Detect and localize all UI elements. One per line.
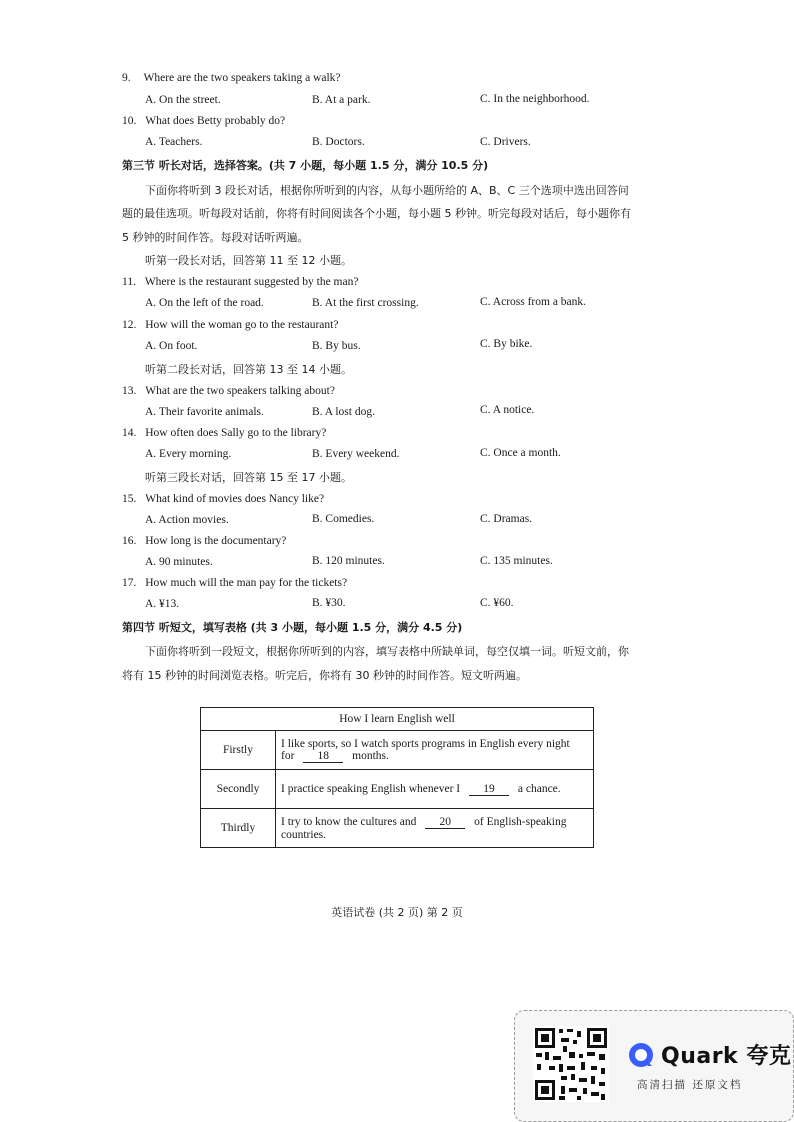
row-label-firstly: Firstly [201, 731, 276, 770]
question-number: 11. [122, 276, 136, 288]
question-text: How will the woman go to the restaurant? [145, 319, 339, 331]
option-a: A. On the left of the road. [145, 297, 264, 309]
option-b: B. Comedies. [312, 513, 375, 525]
option-b: B. At the first crossing. [312, 297, 419, 309]
question-text: How often does Sally go to the library? [145, 427, 327, 439]
question-number: 10. [122, 115, 137, 127]
option-c: C. Across from a bank. [480, 296, 587, 308]
row-label-thirdly: Thirdly [201, 809, 276, 848]
question-16 [122, 535, 286, 547]
question-text: What kind of movies does Nancy like? [145, 493, 325, 505]
option-a: A. 90 minutes. [145, 556, 213, 568]
section-3-para-line-1: 下面你将听到 3 段长对话，根据你所听到的内容，从每小题所给的 A、B、C 三个选项中选出回答问 [145, 184, 629, 197]
section-3-heading: 第三节 听长对话，选择答案。(共 7 小题，每小题 1.5 分，满分 10.5 分) [122, 159, 489, 172]
qr-code-icon [533, 1026, 609, 1102]
page-footer: 英语试卷 (共 2 页) 第 2 页 [331, 906, 463, 919]
table-row [201, 809, 594, 848]
row-text: a chance. [517, 782, 561, 795]
option-b: B. Every weekend. [312, 448, 400, 460]
instruction-15-17: 听第三段长对话，回答第 15 至 17 小题。 [145, 471, 352, 484]
table-row [201, 731, 594, 770]
option-a: A. Teachers. [145, 136, 203, 148]
option-a: A. Their favorite animals. [145, 406, 264, 418]
row-content-secondly [276, 770, 594, 809]
question-14 [122, 427, 326, 439]
option-a: A. On the street. [145, 94, 221, 106]
question-17 [122, 577, 347, 589]
quark-logo [627, 1039, 791, 1070]
option-a: A. ¥13. [145, 598, 180, 610]
row-text: I try to know the cultures and [281, 815, 417, 828]
row-content-thirdly [276, 809, 594, 848]
row-text: countries. [281, 828, 327, 841]
question-15 [122, 493, 324, 505]
option-c: C. Drivers. [480, 136, 531, 148]
question-number: 14. [122, 427, 137, 439]
question-10 [122, 115, 285, 127]
table-row [201, 770, 594, 809]
option-c: C. In the neighborhood. [480, 93, 590, 105]
row-text: of English-speaking [474, 815, 567, 828]
quark-logo-icon [627, 1041, 655, 1069]
listening-table [200, 707, 594, 848]
row-text: for [281, 749, 295, 762]
question-12 [122, 319, 338, 331]
question-9 [122, 72, 341, 84]
question-text: How long is the documentary? [145, 535, 287, 547]
section-4-para-line-1: 下面你将听到一段短文，根据你所听到的内容，填写表格中所缺单词，每空仅填一词。听短文前，你 [145, 645, 629, 658]
question-text: What does Betty probably do? [145, 115, 286, 127]
row-content-firstly [276, 731, 594, 770]
option-b: B. Doctors. [312, 136, 365, 148]
section-3-para-line-2: 题的最佳选项。听每段对话前，你将有时间阅读各个小题，每小题 5 秒钟。听完每段对话后，每小题你有 [122, 207, 631, 220]
question-13 [122, 385, 335, 397]
option-a: A. Every morning. [145, 448, 232, 460]
option-b: B. A lost dog. [312, 406, 375, 418]
option-b: B. ¥30. [312, 597, 346, 609]
question-text: What are the two speakers talking about? [145, 385, 335, 397]
row-text: months. [352, 749, 389, 762]
instruction-13-14: 听第二段长对话，回答第 13 至 14 小题。 [145, 363, 352, 376]
row-label-secondly: Secondly [201, 770, 276, 809]
option-a: A. On foot. [145, 340, 198, 352]
section-4-heading: 第四节 听短文，填写表格 (共 3 小题，每小题 1.5 分，满分 4.5 分) [122, 621, 463, 634]
instruction-11-12: 听第一段长对话，回答第 11 至 12 小题。 [145, 254, 352, 267]
option-b: B. 120 minutes. [312, 555, 385, 567]
question-number: 12. [122, 319, 137, 331]
question-11 [122, 276, 358, 288]
quark-brand: Quark 夸克 [661, 1044, 792, 1069]
option-c: C. By bike. [480, 338, 533, 350]
question-text: Where are the two speakers taking a walk? [143, 72, 341, 84]
quark-watermark [514, 1010, 794, 1122]
option-c: C. A notice. [480, 404, 535, 416]
section-4-para-line-2: 将有 15 秒钟的时间浏览表格。听完后，你将有 30 秒钟的时间作答。短文听两遍。 [122, 669, 527, 682]
table-title: How I learn English well [201, 708, 594, 731]
quark-tagline: 高清扫描 还原文档 [637, 1079, 743, 1091]
question-number: 13. [122, 385, 137, 397]
question-number: 9. [122, 72, 131, 84]
row-text: I like sports, so I watch sports programs in English every night [281, 737, 570, 750]
question-text: How much will the man pay for the tickets? [145, 577, 348, 589]
blank-20: 20 [425, 816, 465, 829]
option-a: A. Action movies. [145, 514, 229, 526]
option-c: C. Dramas. [480, 513, 533, 525]
option-c: C. ¥60. [480, 597, 514, 609]
option-b: B. By bus. [312, 340, 361, 352]
question-text: Where is the restaurant suggested by the man? [144, 276, 359, 288]
row-text: I practice speaking English whenever I [281, 782, 461, 795]
question-number: 15. [122, 493, 137, 505]
question-number: 17. [122, 577, 137, 589]
question-number: 16. [122, 535, 137, 547]
blank-19: 19 [469, 783, 509, 796]
blank-18: 18 [303, 750, 343, 763]
option-b: B. At a park. [312, 94, 371, 106]
option-c: C. Once a month. [480, 447, 561, 459]
section-3-para-line-3: 5 秒钟的时间作答。每段对话听两遍。 [122, 231, 309, 244]
option-c: C. 135 minutes. [480, 555, 553, 567]
